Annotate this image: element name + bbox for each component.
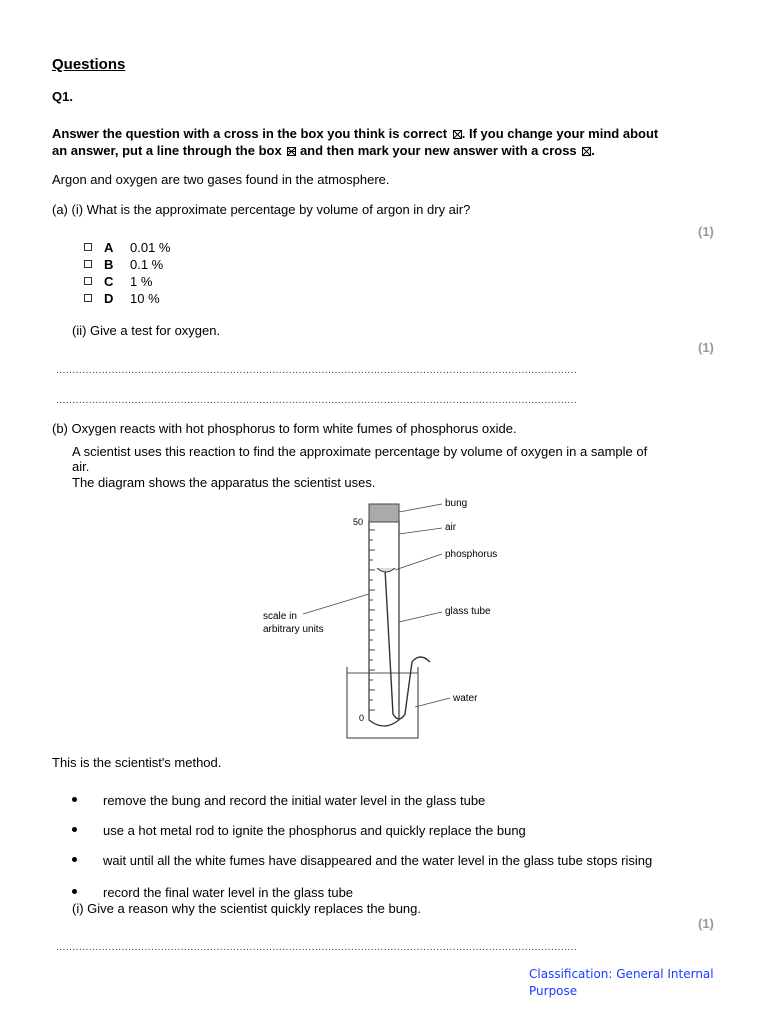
question-b-intro: (b) Oxygen reacts with hot phosphorus to form white fumes of phosphorus oxide. [52, 421, 517, 436]
method-intro: This is the scientist's method. [52, 755, 222, 770]
crossed-box-icon-2 [582, 147, 591, 156]
label-scale-1: scale in [263, 611, 297, 622]
beaker-outline [347, 667, 418, 738]
question-a-ii: (ii) Give a test for oxygen. [72, 323, 221, 338]
question-b-line-1: A scientist uses this reaction to find the approximate percentage by volume of oxygen in a sample of [72, 444, 648, 459]
method-bullet-3 [72, 857, 77, 862]
question-number: Q1. [52, 89, 73, 104]
question-b-line-3: The diagram shows the apparatus the scientist uses. [72, 475, 376, 490]
instruction-line-1 [52, 126, 658, 141]
tick-label-0: 0 [359, 713, 365, 723]
glass-tube [369, 520, 399, 726]
page-heading: Questions [52, 56, 126, 73]
option-d-letter: D [104, 291, 114, 306]
struck-box-icon [287, 147, 296, 156]
method-bullet-1 [72, 797, 77, 802]
label-bung: bung [445, 498, 468, 509]
instruction-text-5: . [591, 143, 595, 158]
marks-a-i: (1) [698, 224, 714, 239]
label-phosphorus: phosphorus [445, 549, 498, 560]
instruction-text-4: and then mark your new answer with a cross [299, 143, 577, 158]
option-d-value: 10 % [130, 291, 160, 306]
option-b-letter: B [104, 257, 114, 272]
instruction-text-3: an answer, put a line through the box [52, 143, 282, 158]
method-step-1: remove the bung and record the initial water level in the glass tube [103, 793, 486, 808]
instruction-text-2: . If you change your mind about [461, 126, 659, 141]
classification-footer: Classification: General Internal Purpose [529, 967, 714, 998]
tick-label-50: 50 [353, 517, 364, 527]
label-air: air [445, 522, 457, 533]
option-c-checkbox[interactable] [84, 277, 92, 285]
intro-text: Argon and oxygen are two gases found in the atmosphere. [52, 172, 390, 187]
scale-ticks [369, 530, 375, 710]
instruction-line-2 [52, 143, 595, 158]
label-water: water [453, 693, 478, 704]
marks-b-i: (1) [698, 916, 714, 931]
label-glass-tube: glass tube [445, 606, 491, 617]
option-b-checkbox[interactable] [84, 260, 92, 268]
method-bullet-2 [72, 827, 77, 832]
answer-line-a-2[interactable]: ............................................................................................................................................................... [56, 395, 578, 406]
option-c-value: 1 % [130, 274, 153, 289]
option-d-checkbox[interactable] [84, 294, 92, 302]
answer-line-a-1[interactable]: ............................................................................................................................................................... [56, 365, 578, 376]
instruction-text-1: Answer the question with a cross in the box you think is correct [52, 126, 448, 141]
leader-lines [303, 504, 450, 707]
method-step-4: record the final water level in the glass tube [103, 885, 354, 900]
phosphorus-holder [385, 569, 430, 719]
option-a-letter: A [104, 240, 114, 255]
phosphorus-dish [377, 568, 395, 572]
marks-a-ii: (1) [698, 340, 714, 355]
bung-shape [369, 504, 399, 522]
method-step-2: use a hot metal rod to ignite the phosphorus and quickly replace the bung [103, 823, 526, 838]
option-b-value: 0.1 % [130, 257, 164, 272]
label-scale-2: arbitrary units [263, 624, 324, 635]
option-a-checkbox[interactable] [84, 243, 92, 251]
method-step-3: wait until all the white fumes have disappeared and the water level in the glass tube stops rising [103, 853, 653, 868]
option-a-value: 0.01 % [130, 240, 171, 255]
question-b-i: (i) Give a reason why the scientist quickly replaces the bung. [72, 901, 422, 916]
answer-line-b-i[interactable]: ............................................................................................................................................................... [56, 942, 578, 953]
option-c-letter: C [104, 274, 114, 289]
crossed-box-icon [453, 130, 462, 139]
question-a-i: (a) (i) What is the approximate percentage by volume of argon in dry air? [52, 202, 471, 217]
apparatus-diagram [255, 492, 520, 742]
method-bullet-4 [72, 889, 77, 894]
question-b-line-2: air. [72, 459, 90, 474]
